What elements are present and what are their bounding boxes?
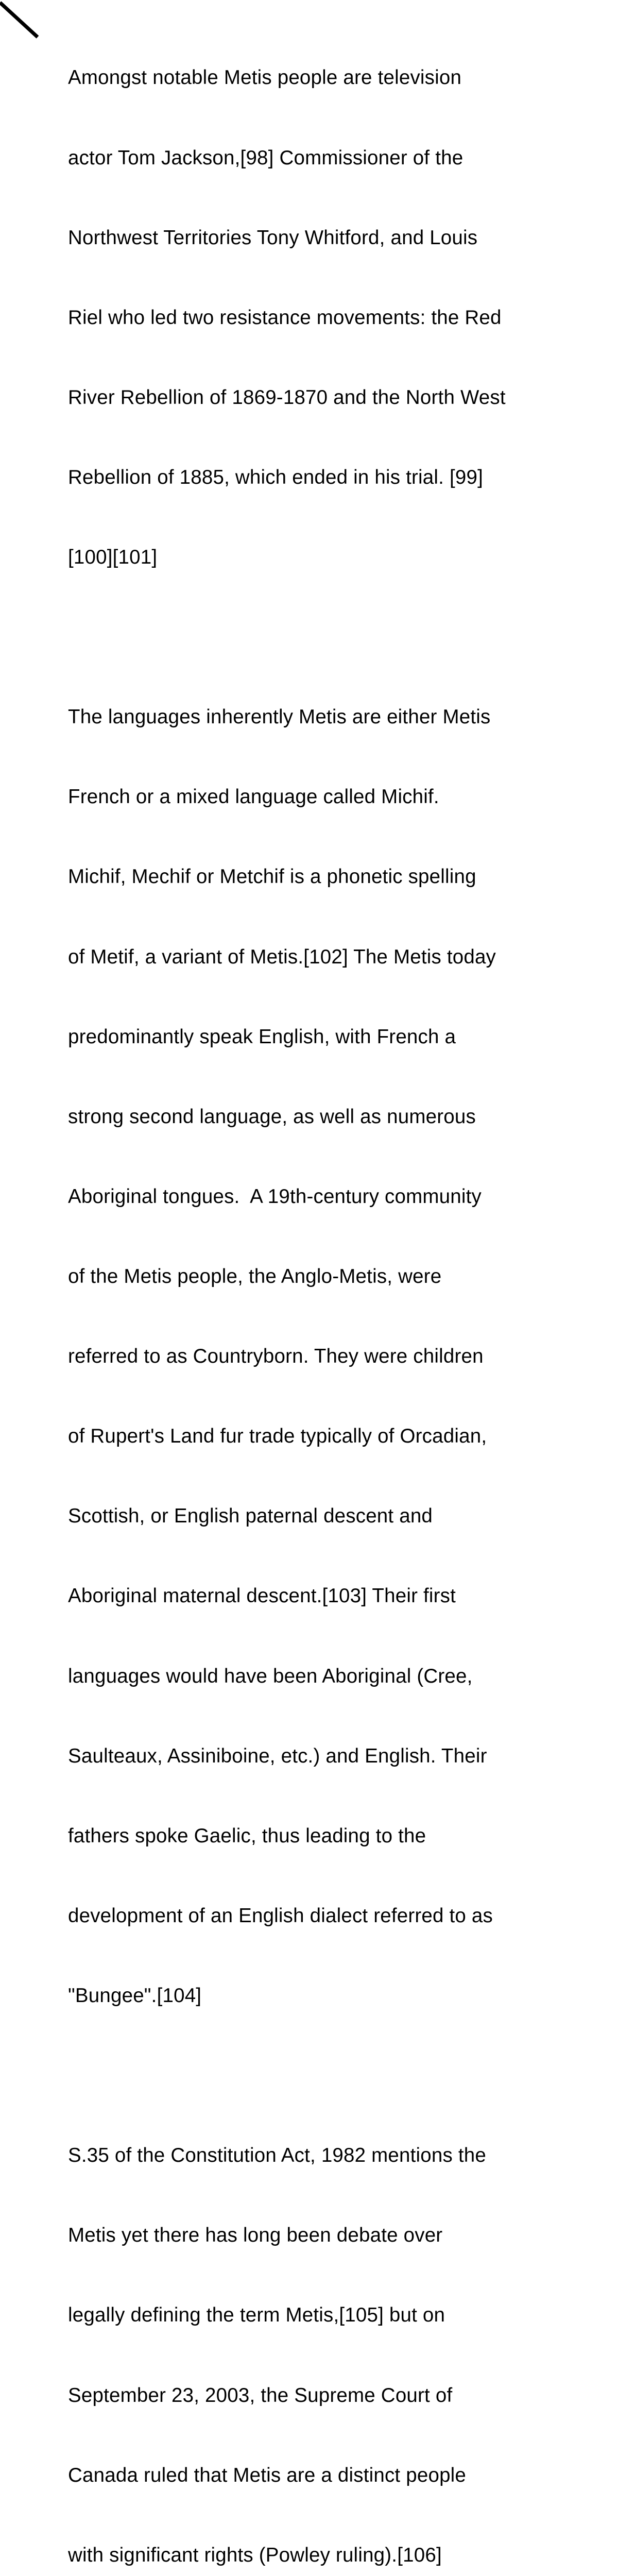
- text-line: The languages inherently Metis are either Metis: [68, 706, 491, 728]
- paragraph-notable-metis-people: [68, 11, 562, 624]
- text-line: Michif, Mechif or Metchif is a phonetic spelling: [68, 866, 476, 888]
- corner-slash-mark: [0, 0, 46, 46]
- text-line: actor Tom Jackson,[98] Commissioner of the: [68, 146, 464, 169]
- text-line: referred to as Countryborn. They were children: [68, 1345, 484, 1368]
- text-line: River Rebellion of 1869-1870 and the North West: [68, 386, 506, 409]
- text-line: development of an English dialect referred to as: [68, 1904, 493, 1927]
- text-line: Aboriginal tongues. A 19th-century community: [68, 1185, 482, 1208]
- text-line: Saulteaux, Assiniboine, etc.) and English. Their: [68, 1744, 487, 1767]
- text-line: Rebellion of 1885, which ended in his trial. [99]: [68, 466, 483, 488]
- text-line: fathers spoke Gaelic, thus leading to the: [68, 1824, 426, 1847]
- text-line: of Metif, a variant of Metis.[102] The Metis today: [68, 945, 496, 968]
- text-line: Metis yet there has long been debate over: [68, 2224, 443, 2247]
- text-line: Amongst notable Metis people are television: [68, 66, 462, 89]
- text-line: strong second language, as well as numerous: [68, 1105, 476, 1128]
- text-line: of the Metis people, the Anglo-Metis, were: [68, 1265, 442, 1288]
- text-line: of Rupert's Land fur trade typically of Orcadian,: [68, 1425, 487, 1448]
- text-line: Scottish, or English paternal descent and: [68, 1505, 433, 1528]
- text-line: languages would have been Aboriginal (Cree,: [68, 1665, 473, 1687]
- text-line: September 23, 2003, the Supreme Court of: [68, 2384, 453, 2406]
- text-line: Aboriginal maternal descent.[103] Their first: [68, 1585, 456, 1607]
- text-line: with significant rights (Powley ruling).[106]: [68, 2544, 442, 2566]
- text-line: Canada ruled that Metis are a distinct people: [68, 2464, 467, 2486]
- text-line: predominantly speak English, with French a: [68, 1025, 456, 1048]
- text-line: [100][101]: [68, 546, 158, 569]
- paragraph-metis-languages: [68, 651, 562, 2062]
- paragraph-constitution-act: [68, 2089, 562, 2576]
- document-body: [68, 11, 562, 2576]
- text-line: legally defining the term Metis,[105] but on: [68, 2304, 445, 2327]
- text-line: S.35 of the Constitution Act, 1982 mentions the: [68, 2144, 486, 2167]
- text-line: French or a mixed language called Michif.: [68, 786, 439, 808]
- text-line: "Bungee".[104]: [68, 1985, 202, 2007]
- text-line: Riel who led two resistance movements: the Red: [68, 306, 502, 329]
- text-line: Northwest Territories Tony Whitford, and Louis: [68, 226, 478, 249]
